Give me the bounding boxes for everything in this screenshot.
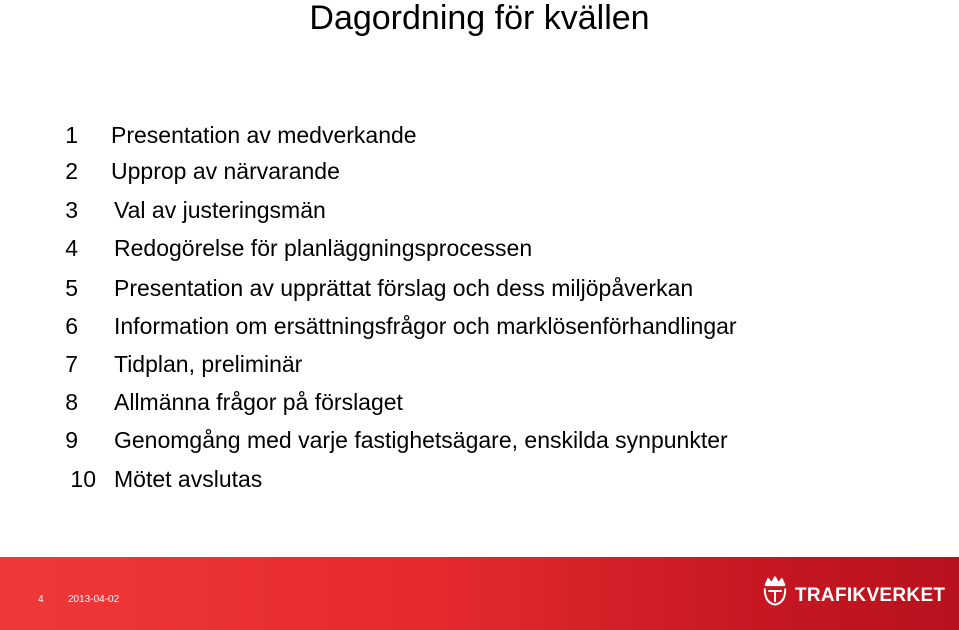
item-number: 9 — [65, 427, 78, 453]
item-number: 7 — [65, 351, 78, 377]
item-text: Information om ersättningsfrågor och marklösenförhandlingar — [114, 313, 737, 339]
item-number: 6 — [65, 313, 78, 339]
item-number: 1 — [65, 122, 78, 148]
item-number: 3 — [65, 197, 78, 223]
page-number: 4 — [38, 594, 44, 605]
item-text: Genomgång med varje fastighetsägare, enskilda synpunkter — [114, 427, 728, 453]
crown-logo-icon — [758, 572, 792, 610]
brand-logo-text: TRAFIKVERKET — [795, 585, 946, 606]
page-title: Dagordning för kvällen — [309, 0, 650, 37]
item-text: Redogörelse för planläggningsprocessen — [114, 235, 533, 261]
item-text: Upprop av närvarande — [111, 158, 340, 184]
item-number: 10 — [70, 466, 96, 492]
item-number: 4 — [65, 235, 78, 261]
item-number: 2 — [65, 158, 78, 184]
item-text: Mötet avslutas — [114, 466, 263, 492]
item-text: Allmänna frågor på förslaget — [114, 389, 403, 415]
item-number: 8 — [65, 389, 78, 415]
item-text: Presentation av medverkande — [111, 122, 417, 148]
item-text: Val av justeringsmän — [114, 197, 326, 223]
item-number: 5 — [65, 275, 78, 301]
item-text: Tidplan, preliminär — [114, 351, 303, 377]
footer-date: 2013-04-02 — [68, 594, 120, 605]
item-text: Presentation av upprättat förslag och dess miljöpåverkan — [114, 275, 694, 301]
